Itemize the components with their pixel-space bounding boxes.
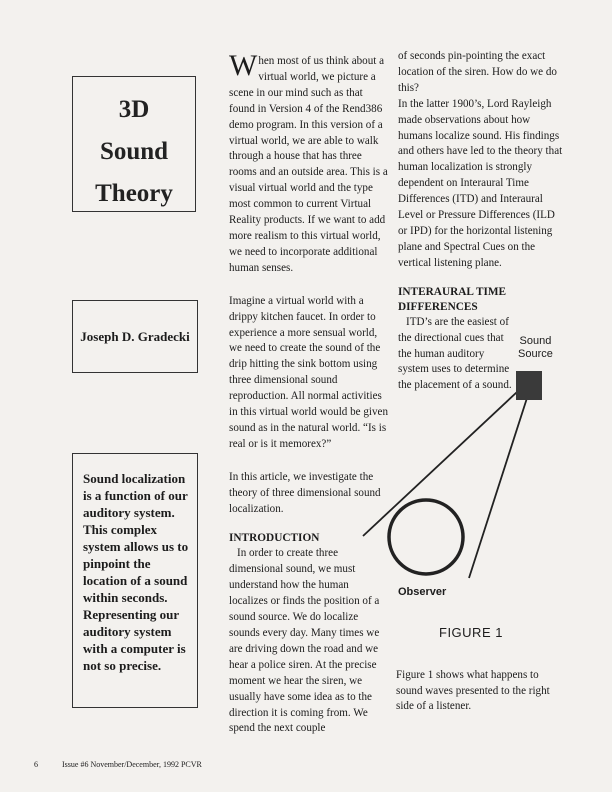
observer-label: Observer: [398, 586, 447, 598]
page-number: 6: [34, 760, 38, 769]
col3-paragraph-3: ITD’s are the easiest of the directional cues that the human auditory system uses to determine the placement of a sound.: [398, 315, 512, 392]
footer-issue: Issue #6 November/December, 1992 PCVR: [62, 760, 202, 769]
col2-paragraph-2: Imagine a virtual world with a drippy kitchen faucet. In order to experience a more sensual world, we need to create the sound of the drip hitting the sink bottom using three dimensional sound reproduction. All normal activities in this virtual world would be given sound as in the natural world. “Is is real or is it memorex?”: [229, 294, 388, 450]
title-line-3: Theory: [95, 180, 173, 207]
figure-caption: FIGURE 1: [439, 625, 503, 640]
pull-quote: Sound localization is a function of our auditory system. This complex system allows us to pinpoint the location of a sound within seconds. Representing our auditory system with a computer is not so precise.: [83, 471, 189, 673]
author-name: Joseph D. Gradecki: [80, 328, 190, 344]
sound-source-square: [516, 371, 542, 400]
observer-head-circle: [389, 500, 463, 574]
title-line-2: Sound: [99, 138, 169, 165]
introduction-heading: INTRODUCTION: [229, 532, 320, 545]
sound-wave-line-upper: [363, 392, 517, 536]
drop-cap: W: [229, 49, 258, 82]
col3-paragraph-1: of seconds pin-pointing the exact location of the siren. How do we do this?: [398, 50, 557, 94]
itd-heading: INTERAURAL TIME DIFFERENCES: [398, 285, 507, 313]
sound-source-label: Sound Source: [518, 335, 553, 360]
col2-paragraph-1: When most of us think about a virtual world, we picture a scene in our mind such as that found in Version 4 of the Rend386 demo program. In this version of a virtual world, we are able to walk through a house that has three rooms and an outside area. This is a visual virtual world and the type most common to current Virtual Reality products. If we want to add more realism to this virtual world, we need to incorporate additional human senses.: [229, 49, 388, 274]
col2-paragraph-4: In order to create three dimensional sound, we must understand how the human localizes or finds the position of a sound source. We do localize sounds every day. Many times we are driving down the road and we hear a police siren. At the precise moment we hear the siren, we usually have some idea as to the direction it is coming from. We spend the next couple: [229, 547, 380, 735]
col3-paragraph-2: In the latter 1900’s, Lord Rayleigh made observations about how humans localize sound. His findings and others have led to the theory that human localization is strongly dependent on Interaural Time Differences (ITD) and Interaural Level or Pressure Differences (ILD or IPD) for the horizontal listening plane and Spectral Cues on the vertical listening plane.: [398, 97, 563, 269]
figure-description: Figure 1 shows what happens to sound waves presented to the right side of a listener.: [396, 669, 550, 712]
title-line-1: 3D: [118, 96, 150, 123]
col2-paragraph-3: In this article, we investigate the theory of three dimensional sound localization.: [229, 470, 381, 515]
sound-wave-line-lower: [469, 398, 527, 578]
